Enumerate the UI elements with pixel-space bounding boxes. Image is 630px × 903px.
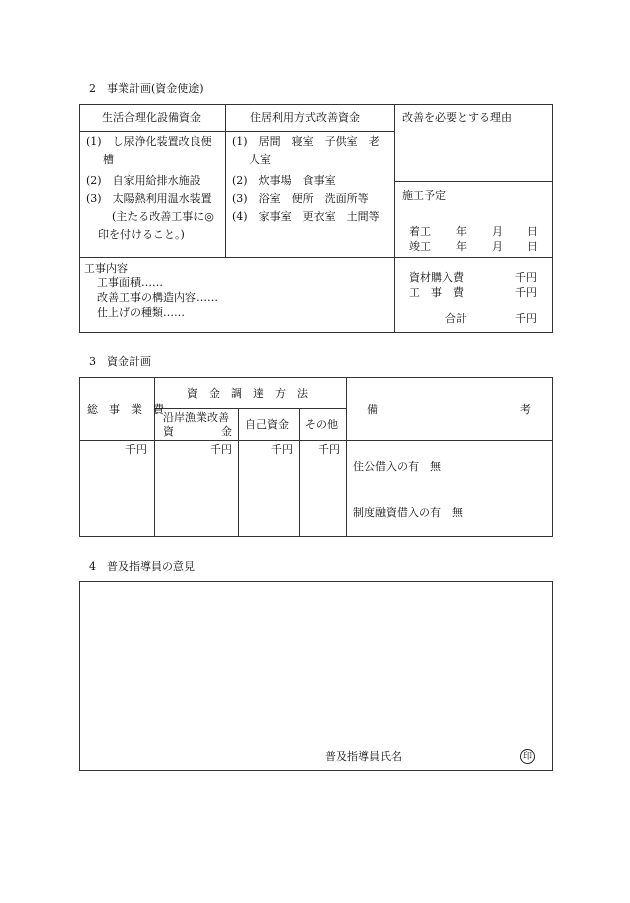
coastal-label-2b: 金 bbox=[221, 425, 232, 438]
construction-unit: 千円 bbox=[515, 286, 537, 299]
col1-item: (2) 自家用給排水施設 bbox=[86, 174, 201, 187]
plan-col-divider-1 bbox=[225, 104, 226, 258]
start-day: 日 bbox=[527, 225, 538, 238]
remarks-label-a: 備 bbox=[367, 403, 378, 416]
funding-col-divider-4 bbox=[299, 408, 300, 537]
total-label: 合計 bbox=[445, 312, 467, 325]
work-structure: 改善工事の構造内容…… bbox=[97, 291, 218, 304]
materials-label: 資材購入費 bbox=[409, 271, 464, 284]
loan-housing: 住公借入の有 無 bbox=[353, 460, 441, 473]
other-unit: 千円 bbox=[318, 443, 340, 456]
col2-item: (1) 居間 寝室 子供室 老 bbox=[232, 135, 380, 148]
end-year: 年 bbox=[456, 240, 467, 253]
opinion-box bbox=[79, 581, 553, 771]
funding-col-divider-3 bbox=[238, 408, 239, 537]
own-funds-unit: 千円 bbox=[271, 443, 293, 456]
total-cost-unit: 千円 bbox=[125, 443, 147, 456]
work-area: 工事面積…… bbox=[97, 276, 163, 289]
plan-header-divider bbox=[79, 131, 395, 132]
coastal-label-2a: 資 bbox=[163, 425, 174, 438]
signature-label: 普及指導員氏名 bbox=[325, 750, 402, 763]
schedule-label: 施工予定 bbox=[402, 189, 446, 202]
col1-note: (主たる改善工事に◎ bbox=[112, 210, 214, 223]
col2-item: 人室 bbox=[249, 153, 271, 166]
funding-header: 資 金 調 達 方 法 bbox=[187, 387, 308, 400]
section4-title: 4 普及指導員の意見 bbox=[89, 560, 195, 573]
loan-system: 制度融資借入の有 無 bbox=[353, 506, 463, 519]
other-label: その他 bbox=[305, 418, 338, 431]
section2-title: 2 事業計画(資金使途) bbox=[89, 82, 204, 95]
col2-header: 住居利用方式改善資金 bbox=[250, 111, 360, 124]
col2-item: (2) 炊事場 食事室 bbox=[232, 174, 336, 187]
end-day: 日 bbox=[527, 240, 538, 253]
col1-item: 槽 bbox=[103, 153, 114, 166]
col2-item: (3) 浴室 便所 洗面所等 bbox=[232, 192, 369, 205]
work-finish: 仕上げの種類…… bbox=[97, 306, 185, 319]
plan-col-divider-2 bbox=[394, 104, 395, 333]
reason-label: 改善を必要とする理由 bbox=[402, 111, 512, 124]
funding-table bbox=[79, 377, 553, 537]
coastal-unit: 千円 bbox=[210, 443, 232, 456]
funding-col-divider-1 bbox=[154, 377, 155, 537]
work-label: 工事内容 bbox=[84, 262, 128, 275]
funding-col-divider-2 bbox=[346, 377, 347, 537]
seal-mark: 印 bbox=[520, 749, 535, 764]
total-unit: 千円 bbox=[515, 312, 537, 325]
plan-reason-divider bbox=[394, 181, 553, 182]
start-label: 着工 bbox=[409, 225, 431, 238]
total-cost-label: 総 事 業 費 bbox=[87, 403, 164, 416]
end-month: 月 bbox=[492, 240, 503, 253]
materials-unit: 千円 bbox=[515, 271, 537, 284]
own-funds-label: 自己資金 bbox=[245, 418, 289, 431]
section3-title: 3 資金計画 bbox=[89, 355, 151, 368]
start-year: 年 bbox=[456, 225, 467, 238]
remarks-label-b: 考 bbox=[520, 403, 531, 416]
construction-label: 工 事 費 bbox=[409, 286, 464, 299]
col1-item: (1) し尿浄化装置改良便 bbox=[86, 135, 212, 148]
col1-header: 生活合理化設備資金 bbox=[102, 111, 201, 124]
start-month: 月 bbox=[492, 225, 503, 238]
funding-header-divider bbox=[79, 440, 553, 441]
plan-work-divider bbox=[79, 257, 553, 258]
funding-subheader-divider bbox=[154, 408, 346, 409]
col1-note: 印を付けること。) bbox=[98, 228, 185, 241]
coastal-label-1: 沿岸漁業改善 bbox=[163, 411, 229, 424]
col2-item: (4) 家事室 更衣室 土間等 bbox=[232, 210, 380, 223]
end-label: 竣工 bbox=[409, 240, 431, 253]
col1-item: (3) 太陽熱利用温水装置 bbox=[86, 192, 212, 205]
